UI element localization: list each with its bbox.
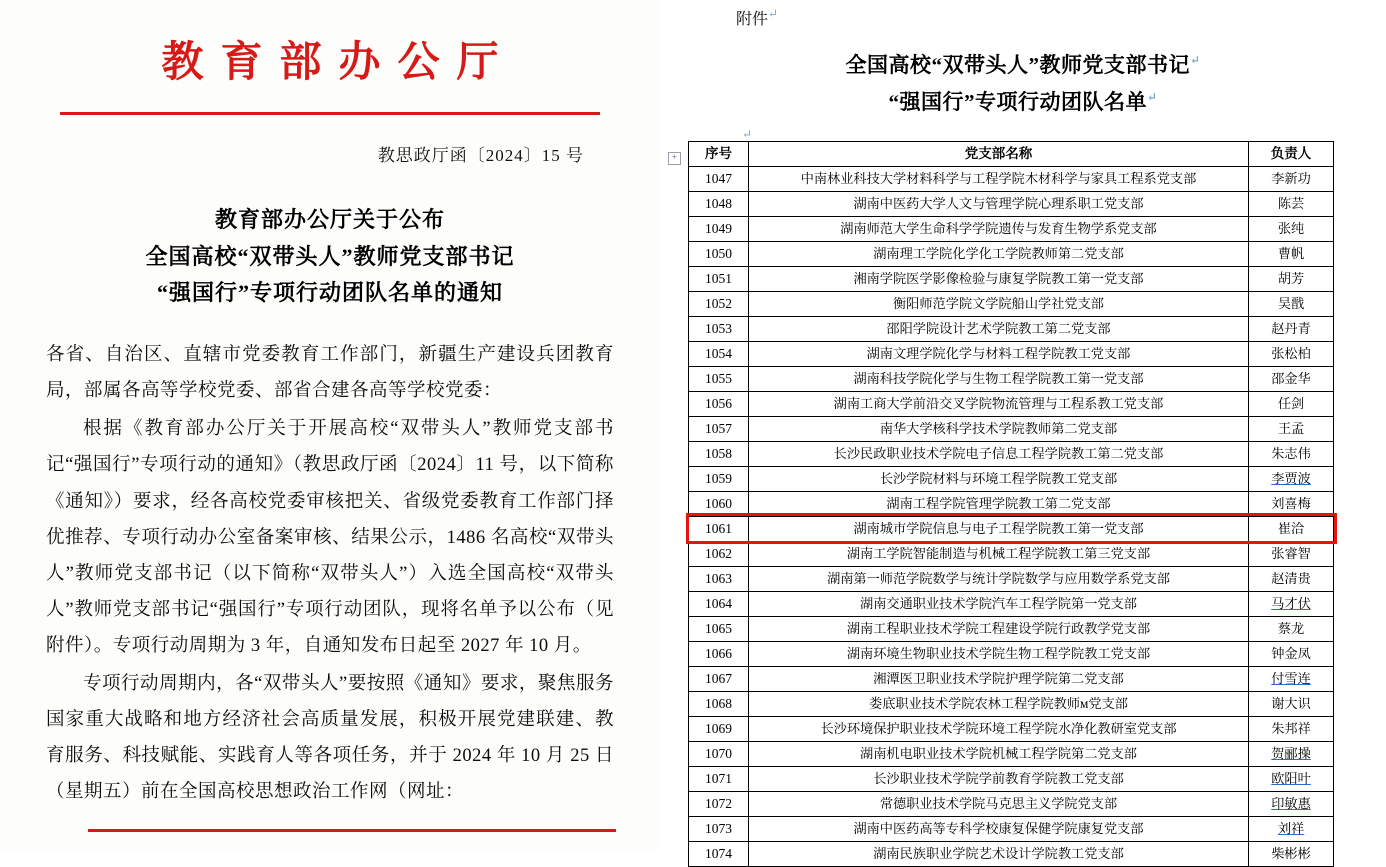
cell-seq: 1072 — [689, 791, 749, 816]
title-line-3: “强国行”专项行动团队名单的通知 — [156, 279, 503, 305]
cell-leader: 谢大识 — [1249, 691, 1334, 716]
column-header-branch-name: 党支部名称 — [749, 141, 1249, 166]
table-row — [689, 491, 1334, 516]
cell-leader: 胡芳 — [1249, 266, 1334, 291]
cell-leader: 贺郦操 — [1249, 741, 1334, 766]
table-row — [689, 566, 1334, 591]
cell-seq: 1058 — [689, 441, 749, 466]
cell-seq: 1063 — [689, 566, 749, 591]
cell-leader: 朱志伟 — [1249, 441, 1334, 466]
cell-seq: 1074 — [689, 841, 749, 866]
cell-branch-name: 湖南机电职业技术学院机械工程学院第二党支部 — [749, 741, 1249, 766]
cell-seq: 1069 — [689, 716, 749, 741]
cell-leader: 陈芸 — [1249, 191, 1334, 216]
title-line-1: 教育部办公厅关于公布 — [214, 207, 445, 233]
cell-leader: 王孟 — [1249, 416, 1334, 441]
table-row — [689, 241, 1334, 266]
paragraph-mark-icon: ↵ — [1189, 53, 1201, 67]
cell-branch-name: 衡阳师范学院文学院船山学社党支部 — [749, 291, 1249, 316]
cell-leader: 李新功 — [1249, 166, 1334, 191]
body-paragraph-3: 专项行动周期内，各“双带头人”要按照《通知》要求，聚焦服务国家重大战略和地方经济社会高质量发展，积极开展党建联建、教育服务、科技赋能、实践育人等各项任务，并于 2024 年 10 月 25 日（星期五）前在全国高校思想政治工作网（网址： — [46, 673, 614, 803]
table-row — [689, 641, 1334, 666]
cell-branch-name: 湘南学院医学影像检验与康复学院教工第一党支部 — [749, 266, 1249, 291]
table-row — [689, 541, 1334, 566]
paragraph-mark-icon: ↵ — [1146, 89, 1158, 104]
table-row — [689, 191, 1334, 216]
header-red-rule — [60, 112, 600, 115]
table-expand-handle-icon[interactable]: + — [668, 152, 681, 165]
cell-branch-name: 中南林业科技大学材料科学与工程学院木材科学与家具工程系党支部 — [749, 166, 1249, 191]
cell-branch-name: 常德职业技术学院马克思主义学院党支部 — [749, 791, 1249, 816]
cell-branch-name: 湖南工学院智能制造与机械工程学院教工第三党支部 — [749, 541, 1249, 566]
cell-branch-name: 湖南工程学院管理学院教工第二党支部 — [749, 491, 1249, 516]
cell-seq: 1067 — [689, 666, 749, 691]
table-row — [689, 716, 1334, 741]
body-paragraph-2: 根据《教育部办公厅关于开展高校“双带头人”教师党支部书记“强国行”专项行动的通知》（教思政厅函〔2024〕11 号，以下简称《通知》）要求，经各高校党委审核把关、省级党委教育工作部门择优推荐、专项行动办公室备案审核、结果公示，1486 名高校“双带头人”教师党支部书记（以下简称“双带头人”）入选全国高校“双带头人”教师党支部书记“强国行”专项行动团队，现将名单予以公布（见附件）。专项行动周期为 3 年，自通知发布日起至 2027 年 10 月。 — [46, 419, 614, 656]
footer-red-rule — [88, 829, 616, 832]
table-row — [689, 591, 1334, 616]
cell-branch-name: 湖南第一师范学院数学与统计学院数学与应用数学系党支部 — [749, 566, 1249, 591]
cell-leader: 吴戬 — [1249, 291, 1334, 316]
column-header-seq: 序号 — [689, 141, 749, 166]
cell-branch-name: 长沙环境保护职业技术学院环境工程学院水净化教研室党支部 — [749, 716, 1249, 741]
cell-seq: 1066 — [689, 641, 749, 666]
cell-leader: 朱邦祥 — [1249, 716, 1334, 741]
cell-seq: 1048 — [689, 191, 749, 216]
cell-leader: 张松柏 — [1249, 341, 1334, 366]
table-row — [689, 841, 1334, 866]
team-list-table — [688, 141, 1334, 867]
cell-seq: 1068 — [689, 691, 749, 716]
table-row — [689, 616, 1334, 641]
attachment-label-text: 附件 — [736, 11, 769, 28]
cell-leader: 付雪连 — [1249, 666, 1334, 691]
cell-seq: 1051 — [689, 266, 749, 291]
attachment-label — [736, 6, 1362, 29]
cell-seq: 1065 — [689, 616, 749, 641]
cell-leader: 欧阳叶 — [1249, 766, 1334, 791]
cell-seq: 1050 — [689, 241, 749, 266]
cell-leader: 马才伏 — [1249, 591, 1334, 616]
cell-seq: 1049 — [689, 216, 749, 241]
ministry-title: 教育部办公厅 — [161, 40, 516, 86]
cell-branch-name: 南华大学核科学技术学院教师第二党支部 — [749, 416, 1249, 441]
cell-branch-name: 娄底职业技术学院农林工程学院教师м党支部 — [749, 691, 1249, 716]
cell-branch-name: 湖南环境生物职业技术学院生物工程学院教工党支部 — [749, 641, 1249, 666]
cell-leader: 蔡龙 — [1249, 616, 1334, 641]
cell-leader: 印敏惠 — [1249, 791, 1334, 816]
cell-branch-name: 长沙职业技术学院学前教育学院教工党支部 — [749, 766, 1249, 791]
cell-seq: 1060 — [689, 491, 749, 516]
document-body — [40, 337, 620, 810]
cell-leader: 李贾波 — [1249, 466, 1334, 491]
cell-branch-name: 长沙学院材料与环境工程学院教工党支部 — [749, 466, 1249, 491]
table-row — [689, 291, 1334, 316]
table-row — [689, 741, 1334, 766]
cell-branch-name: 湖南交通职业技术学院汽车工程学院第一党支部 — [749, 591, 1249, 616]
cell-branch-name: 湖南文理学院化学与材料工程学院教工党支部 — [749, 341, 1249, 366]
table-row — [689, 691, 1334, 716]
attachment-title — [684, 47, 1362, 121]
attachment-title-text-2: “强国行”专项行动团队名单 — [888, 89, 1147, 114]
table-header-row — [689, 141, 1334, 166]
cell-seq: 1062 — [689, 541, 749, 566]
cell-seq: 1056 — [689, 391, 749, 416]
attachment-title-line-1 — [684, 47, 1362, 84]
table-row — [689, 166, 1334, 191]
cell-seq: 1064 — [689, 591, 749, 616]
cell-branch-name: 湖南工商大学前沿交叉学院物流管理与工程系教工党支部 — [749, 391, 1249, 416]
cell-seq: 1059 — [689, 466, 749, 491]
cell-branch-name: 湖南民族职业学院艺术设计学院教工党支部 — [749, 841, 1249, 866]
table-row — [689, 766, 1334, 791]
cell-seq: 1071 — [689, 766, 749, 791]
page-title — [40, 202, 620, 311]
cell-branch-name: 湖南科技学院化学与生物工程学院教工第一党支部 — [749, 366, 1249, 391]
cell-seq: 1054 — [689, 341, 749, 366]
paragraph-mark-icon: ↵ — [768, 6, 779, 21]
table-row — [689, 516, 1334, 541]
cell-branch-name: 长沙民政职业技术学院电子信息工程学院教工第二党支部 — [749, 441, 1249, 466]
cell-branch-name: 湘潭医卫职业技术学院护理学院第二党支部 — [749, 666, 1249, 691]
cell-leader: 刘喜梅 — [1249, 491, 1334, 516]
table-row — [689, 391, 1334, 416]
cell-branch-name: 湖南中医药高等专科学校康复保健学院康复党支部 — [749, 816, 1249, 841]
cell-leader: 柴彬彬 — [1249, 841, 1334, 866]
cell-leader: 钟金凤 — [1249, 641, 1334, 666]
cell-leader: 张睿智 — [1249, 541, 1334, 566]
document-header — [40, 0, 620, 88]
cell-leader: 崔洽 — [1249, 516, 1334, 541]
paragraph-mark-icon: ↵ — [742, 126, 753, 141]
cell-leader: 赵清贵 — [1249, 566, 1334, 591]
column-header-leader: 负责人 — [1249, 141, 1334, 166]
table-row — [689, 316, 1334, 341]
cell-branch-name: 湖南城市学院信息与电子工程学院教工第一党支部 — [749, 516, 1249, 541]
cell-seq: 1052 — [689, 291, 749, 316]
cell-leader: 刘祥 — [1249, 816, 1334, 841]
table-row — [689, 341, 1334, 366]
table-body — [689, 166, 1334, 866]
table-row — [689, 216, 1334, 241]
cell-branch-name: 湖南理工学院化学化工学院教师第二党支部 — [749, 241, 1249, 266]
cell-seq: 1073 — [689, 816, 749, 841]
table-row — [689, 441, 1334, 466]
cell-leader: 曹帆 — [1249, 241, 1334, 266]
table-row — [689, 466, 1334, 491]
cell-seq: 1070 — [689, 741, 749, 766]
cell-leader: 邵金华 — [1249, 366, 1334, 391]
table-row — [689, 266, 1334, 291]
cell-seq: 1053 — [689, 316, 749, 341]
document-number: 教思政厅函〔2024〕15 号 — [377, 146, 584, 166]
table-row — [689, 366, 1334, 391]
table-row — [689, 816, 1334, 841]
table-row — [689, 791, 1334, 816]
cell-seq: 1055 — [689, 366, 749, 391]
body-paragraph-1: 各省、自治区、直辖市党委教育工作部门，新疆生产建设兵团教育局，部属各高等学校党委、部省合建各高等学校党委： — [46, 345, 614, 402]
cell-leader: 赵丹青 — [1249, 316, 1334, 341]
cell-branch-name: 湖南工程职业技术学院工程建设学院行政教学党支部 — [749, 616, 1249, 641]
attachment-title-line-2 — [684, 84, 1362, 121]
cell-seq: 1047 — [689, 166, 749, 191]
right-document-panel — [660, 0, 1386, 861]
cell-branch-name: 湖南师范大学生命科学学院遗传与发育生物学系党支部 — [749, 216, 1249, 241]
cell-seq: 1057 — [689, 416, 749, 441]
table-row — [689, 666, 1334, 691]
cell-branch-name: 邵阳学院设计艺术学院教工第二党支部 — [749, 316, 1249, 341]
attachment-title-text-1: 全国高校“双带头人”教师党支部书记 — [845, 53, 1190, 77]
cell-leader: 任剑 — [1249, 391, 1334, 416]
title-line-2: 全国高校“双带头人”教师党支部书记 — [145, 243, 515, 269]
left-document-panel — [0, 0, 660, 850]
cell-leader: 张纯 — [1249, 216, 1334, 241]
cell-branch-name: 湖南中医药大学人文与管理学院心理系职工党支部 — [749, 191, 1249, 216]
cell-seq: 1061 — [689, 516, 749, 541]
table-row — [689, 416, 1334, 441]
